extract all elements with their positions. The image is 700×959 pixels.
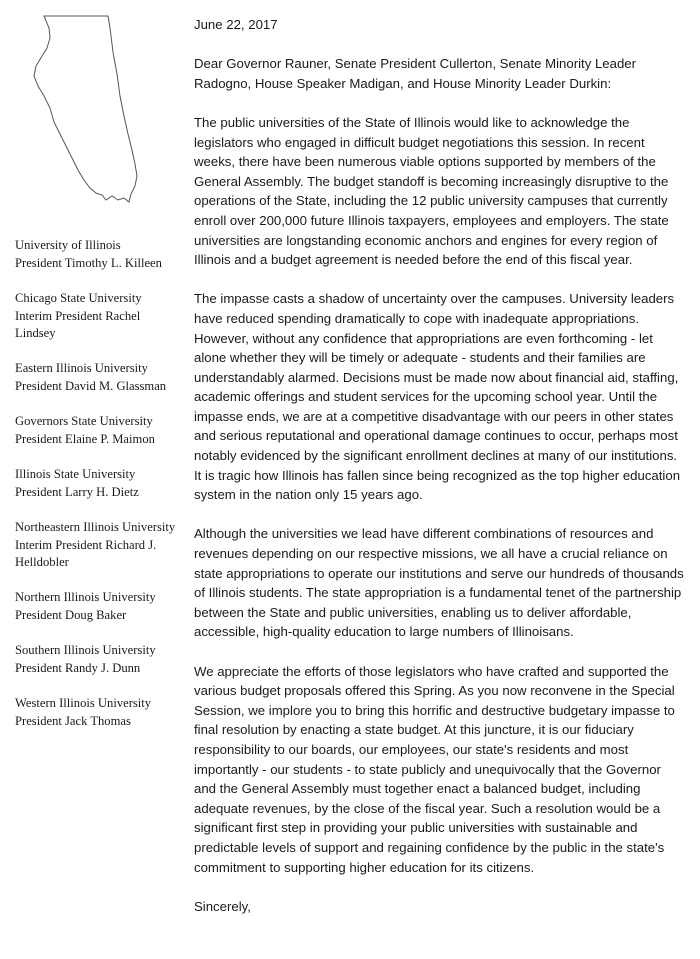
president-name: President Larry H. Dietz <box>15 484 139 499</box>
university-name: Northeastern Illinois University <box>15 519 176 534</box>
president-title: Interim President Richard J. <box>15 537 157 552</box>
member-eastern-illinois <box>15 360 185 396</box>
letter-closing: Sincerely, <box>194 898 251 914</box>
letter-paragraph-4: We appreciate the efforts of those legislators who have crafted and supported the various budget proposals offered this Spring. As you now reconvene in the Special Session, we implore you to bring this horrific and destructive budgetary impasse to final resolution by enacting a state budget. At this juncture, it is our fiduciary responsibility to our boards, our employees, our state's residents and most importantly - our students - to state publicly and unequivocally that the Governor and the General Assembly must together enact a balanced budget, including adequate revenues, by the close of the fiscal year. Such a resolution would be a significant first step in providing your public universities with sustainable and predictable levels of support and regaining confidence by the public in the state's commitment to supporting higher education for its citizens. <box>194 663 675 875</box>
illinois-map-icon <box>14 8 160 208</box>
university-name: Southern Illinois University <box>15 643 156 658</box>
president-name: President Elaine P. Maimon <box>15 431 155 446</box>
university-name: Governors State University <box>15 414 153 429</box>
letter-salutation: Dear Governor Rauner, Senate President Cullerton, Senate Minority Leader Radogno, House Speaker Madigan, and House Minority Leader Durkin: <box>194 56 637 91</box>
member-governors-state <box>15 413 185 449</box>
member-chicago-state <box>15 290 185 343</box>
letter-date: June 22, 2017 <box>194 17 278 32</box>
letter-body <box>194 15 686 936</box>
letter-paragraph-3: Although the universities we lead have different combinations of resources and revenues depending on our respective missions, we all have a crucial reliance on state appropriations to operate our institutions and serve our hundreds of thousands of Illinois students. The state appropriation is a fundamental tenet of the partnership between the State and public universities, enabling us to deliver affordable, accessible, high-quality education to large numbers of Illinoisans. <box>194 526 684 640</box>
university-name: Eastern Illinois University <box>15 361 148 376</box>
university-name: Western Illinois University <box>15 695 152 710</box>
member-northern-illinois <box>15 589 185 625</box>
president-title: Interim President Rachel <box>15 308 141 323</box>
university-name: University of Illinois <box>15 238 121 252</box>
president-name: President David M. Glassman <box>15 379 167 394</box>
university-name: Illinois State University <box>15 466 136 481</box>
president-name: President Timothy L. Killeen <box>15 255 162 270</box>
member-southern-illinois <box>15 642 185 678</box>
university-name: Northern Illinois University <box>15 590 156 605</box>
letter-paragraph-1: The public universities of the State of Illinois would like to acknowledge the legislators who engaged in difficult budget negotiations this session. In recent weeks, there have been numerous viable options supported by members of the General Assembly. The budget standoff is becoming increasingly disruptive to the operations of the State, including the 12 public university campuses that currently enroll over 200,000 future Illinois taxpayers, employees and employers. The state universities are longstanding economic anchors and engines for every region of Illinois and a budget agreement is needed before the end of this fiscal year. <box>194 114 669 268</box>
president-name: President Jack Thomas <box>15 713 131 728</box>
member-northeastern-illinois <box>15 519 185 572</box>
letter-paragraph-2: The impasse casts a shadow of uncertainty over the campuses. University leaders have reduced spending dramatically to cope with inadequate appropriations. However, without any confidence that appropriations are even forthcoming - let alone whether they will be timely or adequate - students and their families are understandably alarmed. Decisions must be made now about financial aid, staffing, academic offerings and student services for the upcoming school year. Until the impasse ends, we are at a competitive disadvantage with our peers in other states and serious reputational and operational damage continues to occur, perhaps most notably evidenced by the significant enrollment declines at many of our institutions. It is tragic how Illinois has fallen since being recognized as the top higher education system in the nation only 15 years ago. <box>194 291 681 503</box>
member-uiuc <box>15 237 185 273</box>
president-name: Lindsey <box>15 326 56 341</box>
member-illinois-state <box>15 466 185 502</box>
university-name: Chicago State University <box>15 290 142 305</box>
president-name: Helldobler <box>15 555 69 570</box>
university-presidents-list <box>15 237 185 748</box>
president-name: President Doug Baker <box>15 608 127 623</box>
president-name: President Randy J. Dunn <box>15 660 141 675</box>
member-western-illinois <box>15 695 185 731</box>
